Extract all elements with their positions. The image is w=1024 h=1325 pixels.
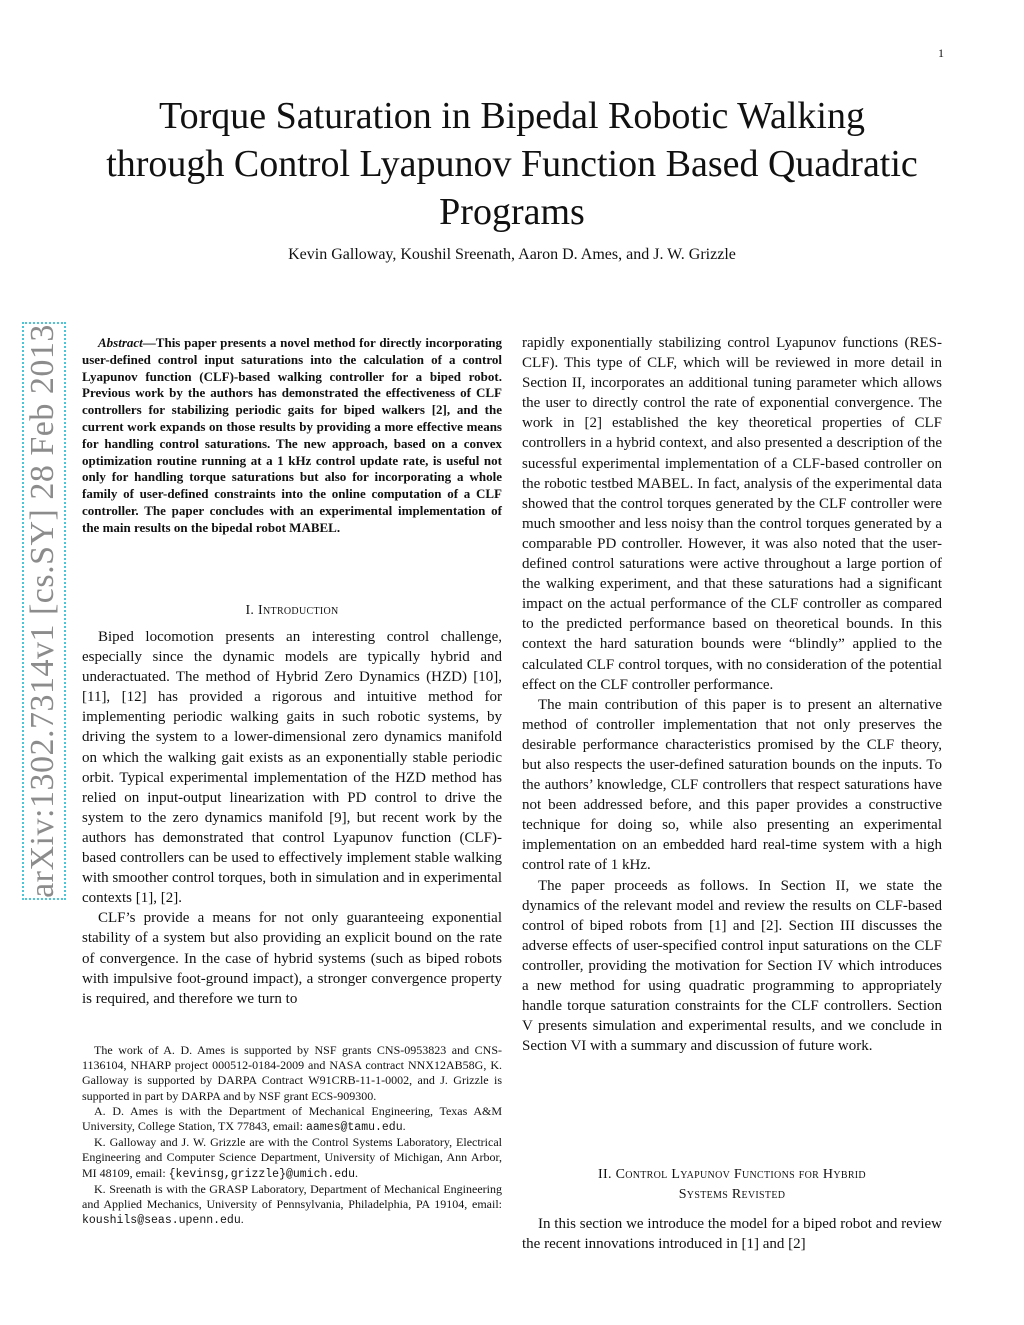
footnote-galloway-grizzle: K. Galloway and J. W. Grizzle are with the Control Systems Laboratory, Electrical Engineering and Computer Science Department, University of Michigan, Ann Arbor, MI 48109, email: {kevinsg,grizzle}@umich.edu.: [82, 1135, 502, 1181]
page-number: 1: [938, 46, 944, 60]
right-column: [522, 333, 942, 1056]
section-2-title-line-1: Control Lyapunov Functions for Hybrid: [615, 1167, 866, 1182]
footnotes: [82, 1043, 502, 1228]
footnote-ames-text: A. D. Ames is with the Department of Mechanical Engineering, Texas A&M University, College Station, TX 77843, email:: [82, 1103, 502, 1134]
abstract-lead: Abstract: [98, 335, 143, 350]
footnote-funding: The work of A. D. Ames is supported by NSF grants CNS-0953823 and CNS-1136104, NHARP project 000512-0184-2009 and NASA contract NNX12AB58G, K. Galloway is supported by DARPA Contract W91CRB-11-1-0002, and J. Grizzle is supported in part by DARPA and by NSF grant ECS-909300.: [82, 1043, 502, 1103]
abstract-text: —This paper presents a novel method for directly incorporating user-defined control input saturations into the calculation of a control Lyapunov function (CLF)-based walking controller for a biped robot. Previous work by the authors has demonstrated the effectiveness of CLF controllers for stabilizing periodic gaits for biped walkers [2], and the current work expands on those results by providing a more effective means for handling control saturations. The new approach, based on a convex optimization routine running at a 1 kHz control update rate, is useful not only for handling torque saturations but also for incorporating a whole family of user-defined constraints into the online computation of a CLF controller. The paper concludes with an experimental implementation of the main results on the bipedal robot MABEL.: [82, 335, 502, 535]
intro-column: [82, 627, 502, 1009]
paper-title: Torque Saturation in Bipedal Robotic Walking through Control Lyapunov Function Based Quadratic Programs: [106, 95, 918, 233]
footnote-ames: A. D. Ames is with the Department of Mechanical Engineering, Texas A&M University, College Station, TX 77843, email: aames@tamu.edu.: [82, 1103, 502, 1135]
section-2-number: II.: [598, 1167, 612, 1182]
email-ames[interactable]: aames@tamu.edu: [305, 1121, 403, 1135]
section-2-paragraph-1: In this section we introduce the model for a biped robot and review the recent innovations introduced in [1] and [2]: [522, 1216, 942, 1253]
footnote-sreenath: K. Sreenath is with the GRASP Laboratory, Department of Mechanical Engineering and Applied Mechanics, University of Pennsylvania, Philadelphia, PA 19104, email: koushils@seas.upenn.edu.: [82, 1181, 502, 1228]
abstract: [82, 335, 502, 537]
email-sreenath[interactable]: koushils@seas.upenn.edu: [82, 1214, 241, 1228]
footnote-sreenath-text: K. Sreenath is with the GRASP Laboratory, Department of Mechanical Engineering and Applied Mechanics, University of Pennsylvania, Philadelphia, PA 19104, email:: [82, 1181, 502, 1212]
footnote-galloway-grizzle-text: K. Galloway and J. W. Grizzle are with the Control Systems Laboratory, Electrical Engineering and Computer Science Department, University of Michigan, Ann Arbor, MI 48109, email:: [82, 1135, 502, 1180]
arxiv-stamp[interactable]: arXiv:1302.7314v1 [cs.SY] 28 Feb 2013: [22, 322, 66, 900]
section-2-body: [522, 1214, 942, 1254]
right-paragraph-2: The main contribution of this paper is to present an alternative method of controller implementation that not only preserves the desirable performance characteristics promised by the CLF theory, but also respects the user-defined saturation bounds on the inputs. To the authors’ knowledge, CLF controllers that respect saturations have not been addressed before, and this paper provides a constructive technique for doing so, while also presenting an experimental implementation on an embedded hard real-time system with a high control rate of 1 kHz.: [522, 696, 942, 874]
section-2-title-line-2: Systems Revisted: [678, 1187, 786, 1202]
section-2-heading: [522, 1165, 942, 1205]
section-1-number: I.: [245, 603, 255, 618]
email-galloway-grizzle[interactable]: {kevinsg,grizzle}@umich.edu: [168, 1167, 355, 1181]
intro-paragraph-1: Biped locomotion presents an interesting control challenge, especially since the dynamic models are typically hybrid and underactuated. The method of Hybrid Zero Dynamics (HZD) [10], [11], [12] has provided a rigorous and intuitive method for implementing periodic walking gaits in such robotic systems, by driving the system to a lower-dimensional zero dynamics manifold on which the walking gait exists as an exponentially stable periodic orbit. Typical experimental implementation of the HZD method has relied on input-output linearization with PD control to drive the system to the zero dynamics manifold [9], but recent work by the authors has demonstrated that control Lyapunov function (CLF)-based controllers can be used to effectively implement stable walking with smoother control torques, both in simulation and in experimental contexts [1], [2].: [82, 629, 502, 907]
intro-paragraph-2: CLF’s provide a means for not only guaranteeing exponential stability of a system but also providing an explicit bound on the rate of convergence. In the case of hybrid systems (such as biped robots with impulsive foot-ground impact), a stronger convergence property is required, and therefore we turn to: [82, 910, 502, 1007]
section-1-heading: [82, 603, 502, 619]
right-paragraph-3: The paper proceeds as follows. In Section II, we state the dynamics of the relevant model and review the results on CLF-based control of biped robots from [1] and [2]. Section III discusses the adverse effects of user-specified control input saturations on the CLF controller, providing the motivation for Section IV which introduces a new method for using quadratic programming to appropriately handle torque saturation constraints for the CLF controllers. Section V presents simulation and experimental results, and we conclude in Section VI with a summary and discussion of future work.: [522, 877, 942, 1055]
author-list: Kevin Galloway, Koushil Sreenath, Aaron D. Ames, and J. W. Grizzle: [288, 246, 736, 263]
right-paragraph-1: rapidly exponentially stabilizing control Lyapunov functions (RES-CLF). This type of CLF, which will be reviewed in more detail in Section II, incorporates an additional tuning parameter which allows the user to directly control the rate of exponential convergence. The work in [2] established the key theoretical properties of CLF controllers in a hybrid context, and also presented a description of the sucessful experimental implementation of a CLF-based controller on the robotic testbed MABEL. In fact, analysis of the experimental data showed that the control torques generated by the CLF controller were much smoother and less noisy than the control torques generated by a comparable PD controller. However, it was also noted that the user-defined control saturations were active throughout a large portion of the walking experiment, and that these saturations had a significant impact on the actual performance of the CLF controller as compared to the predicted performance based on theoretical bounds. In this context the hard saturation bounds were “blindly” applied to the calculated CLF control torques, with no consideration of the potential effect on the CLF controller performance.: [522, 335, 942, 693]
section-1-title: Introduction: [258, 603, 339, 618]
